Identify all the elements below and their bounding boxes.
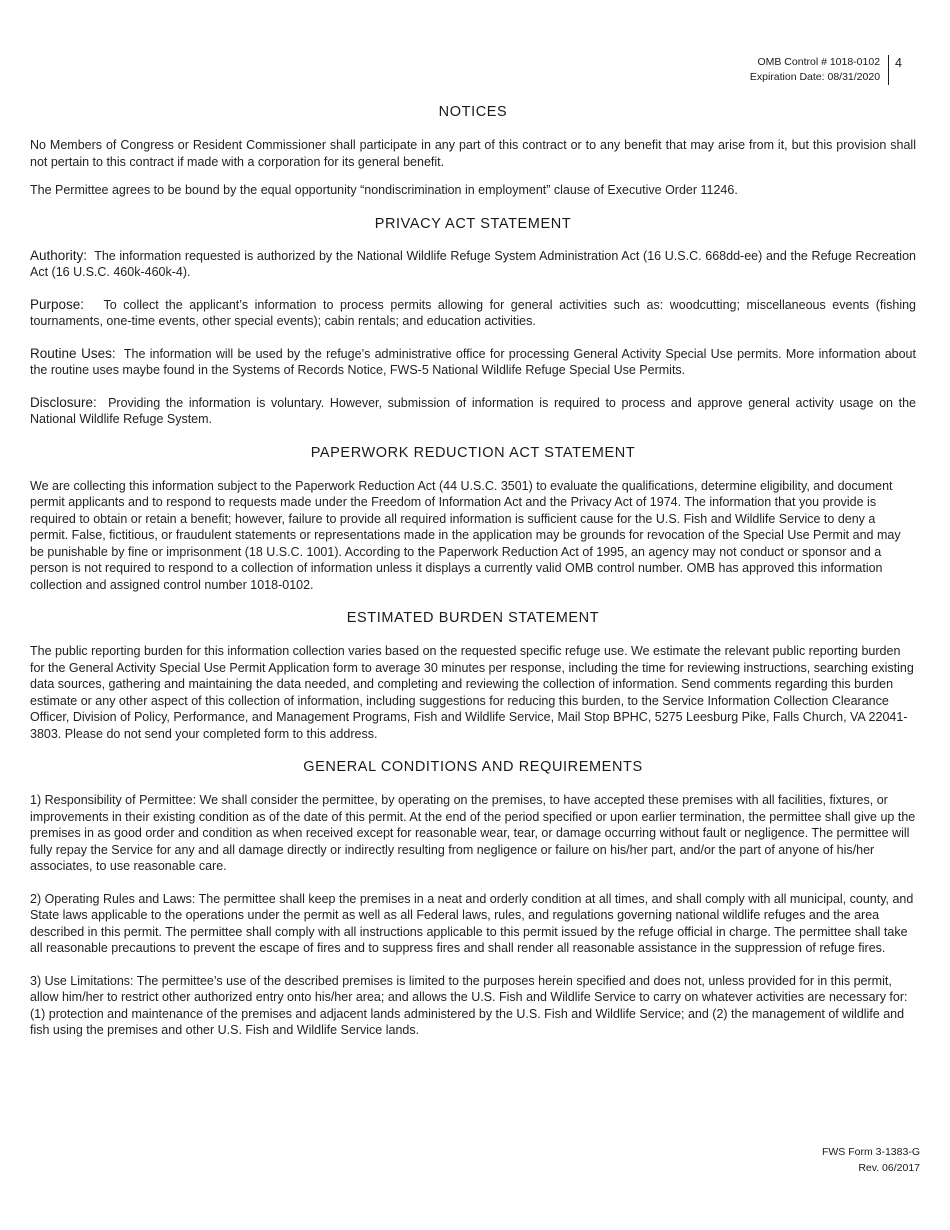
burden-statement-text: The public reporting burden for this information collection varies based on the requested specific refuge use. We estimate the relevant public reporting burden for the General Activity Special Use Permit Application form to average 30 minutes per response, including the time for reviewing instructions, searching existing data sources, gathering and maintaining the data needed, and completing and reviewing the collection of information. Send comments regarding this burden estimate or any other aspect of this collection of information, including suggestions for reducing this burden, to the Service Information Collection Clearance Officer, Division of Policy, Performance, and Management Programs, Fish and Wildlife Service, Mail Stop BPHC, 5275 Leesburg Pike, Falls Church, VA 22041-3803. Please do not send your completed form to this address. xyxy=(30,644,914,741)
purpose-text: To collect the applicant’s information to process permits allowing for general activities such as: woodcutting; miscellaneous events (fishing tournaments, one-time events, other special events); cabin rentals; and education activities. xyxy=(30,297,916,328)
burden-statement-title: ESTIMATED BURDEN STATEMENT xyxy=(346,610,600,626)
omb-header xyxy=(750,55,902,85)
privacy-disclosure xyxy=(30,395,916,428)
notices-paragraph-2: The Permittee agrees to be bound by the equal opportunity “nondiscrimination in employment” clause of Executive Order 11246. xyxy=(30,183,738,197)
privacy-act-title: PRIVACY ACT STATEMENT xyxy=(374,215,572,232)
expiration-date: Expiration Date: 08/31/2020 xyxy=(749,71,881,83)
form-footer xyxy=(822,1144,920,1176)
document-body xyxy=(30,104,916,1039)
routine-uses-label: Routine Uses: xyxy=(30,345,116,361)
omb-info xyxy=(750,55,889,85)
disclosure-text: Providing the information is voluntary. However, submission of information is required to process and approve general activity usage on the National Wildlife Refuge System. xyxy=(30,395,916,426)
notices-title: NOTICES xyxy=(438,104,508,120)
general-conditions-title: GENERAL CONDITIONS AND REQUIREMENTS xyxy=(303,759,643,775)
purpose-label: Purpose: xyxy=(30,296,85,312)
paperwork-reduction-text: We are collecting this information subject to the Paperwork Reduction Act (44 U.S.C. 3501) to evaluate the qualifications, determine eligibility, and document permit applicants and to respond to requests made under the Freedom of Information Act and the Privacy Act of 1974. The information that you provide is required to obtain or retain a benefit; however, failure to provide all required information is sufficient cause for the U.S. Fish and Wildlife Service to deny a permit. False, fictitious, or fraudulent statements or representations made in the application may be grounds for revocation of the Special Use Permit and may be punishable by fine or imprisonment (18 U.S.C. 1001). According to the Paperwork Reduction Act of 1995, an agency may not conduct or sponsor and a person is not required to respond to a collection of information unless it displays a currently valid OMB control number. OMB has approved this information collection and assigned control number 1018-0102. xyxy=(30,478,901,592)
page-number: 4 xyxy=(895,56,902,70)
authority-text: The information requested is authorized by the National Wildlife Refuge System Administration Act (16 U.S.C. 668dd-ee) and the Refuge Recreation Act (16 U.S.C. 460k-460k-4). xyxy=(30,248,916,279)
paperwork-reduction-title: PAPERWORK REDUCTION ACT STATEMENT xyxy=(310,444,636,461)
condition-use-limitations: 3) Use Limitations: The permittee’s use of the described premises is limited to the purposes herein specified and does not, unless provided for in this permit, allow him/her to restrict other authorized entry onto his/her area; and allows the U.S. Fish and Wildlife Service to carry on whatever activities are necessary for: (1) protection and maintenance of the premises and adjacent lands administered by the U.S. Fish and Wildlife Service; and (2) the management of wildlife and fish using the premises and other U.S. Fish and Wildlife Service lands. xyxy=(30,973,908,1037)
omb-control-number: OMB Control # 1018-0102 xyxy=(757,56,881,68)
disclosure-label: Disclosure: xyxy=(30,394,97,410)
routine-uses-text: The information will be used by the refuge’s administrative office for processing General Activity Special Use permits. More information about the routine uses maybe found in the Systems of Records Notice, FWS-5 National Wildlife Refuge Special Use Permits. xyxy=(30,346,916,377)
form-number: FWS Form 3-1383-G xyxy=(821,1146,920,1158)
privacy-routine-uses xyxy=(30,346,916,379)
privacy-purpose xyxy=(30,297,916,330)
form-revision: Rev. 06/2017 xyxy=(858,1162,920,1174)
condition-responsibility: 1) Responsibility of Permittee: We shall consider the permittee, by operating on the premises, to have accepted these premises with all facilities, fixtures, or improvements in their existing condition as of the date of this permit. At the end of the period specified or upon earlier termination, the permittee shall give up the premises in as good order and condition as when received except for reasonable wear, tear, or damage occurring without fault or negligence. The permittee will fully repay the Service for any and all damage directly or indirectly resulting from negligence or failure on his/her part, and/or the part of anyone of his/her associates, to use reasonable care. xyxy=(30,793,916,873)
authority-label: Authority: xyxy=(30,247,88,263)
privacy-authority xyxy=(30,248,916,281)
notices-paragraph-1: No Members of Congress or Resident Commissioner shall participate in any part of this contract or to any benefit that may arise from it, but this provision shall not pertain to this contract if made with a corporation for its general benefit. xyxy=(30,138,916,169)
condition-operating-rules: 2) Operating Rules and Laws: The permittee shall keep the premises in a neat and orderly condition at all times, and shall comply with all municipal, county, and State laws applicable to the operations under the permit as well as all Federal laws, rules, and regulations governing national wildlife refuges and the area described in this permit. The permittee shall comply with all instructions applicable to this permit issued by the refuge official in charge. The permittee shall take all reasonable precautions to prevent the escape of fires and to suppress fires and shall render all reasonable assistance in the suppression of refuge fires. xyxy=(30,891,914,955)
